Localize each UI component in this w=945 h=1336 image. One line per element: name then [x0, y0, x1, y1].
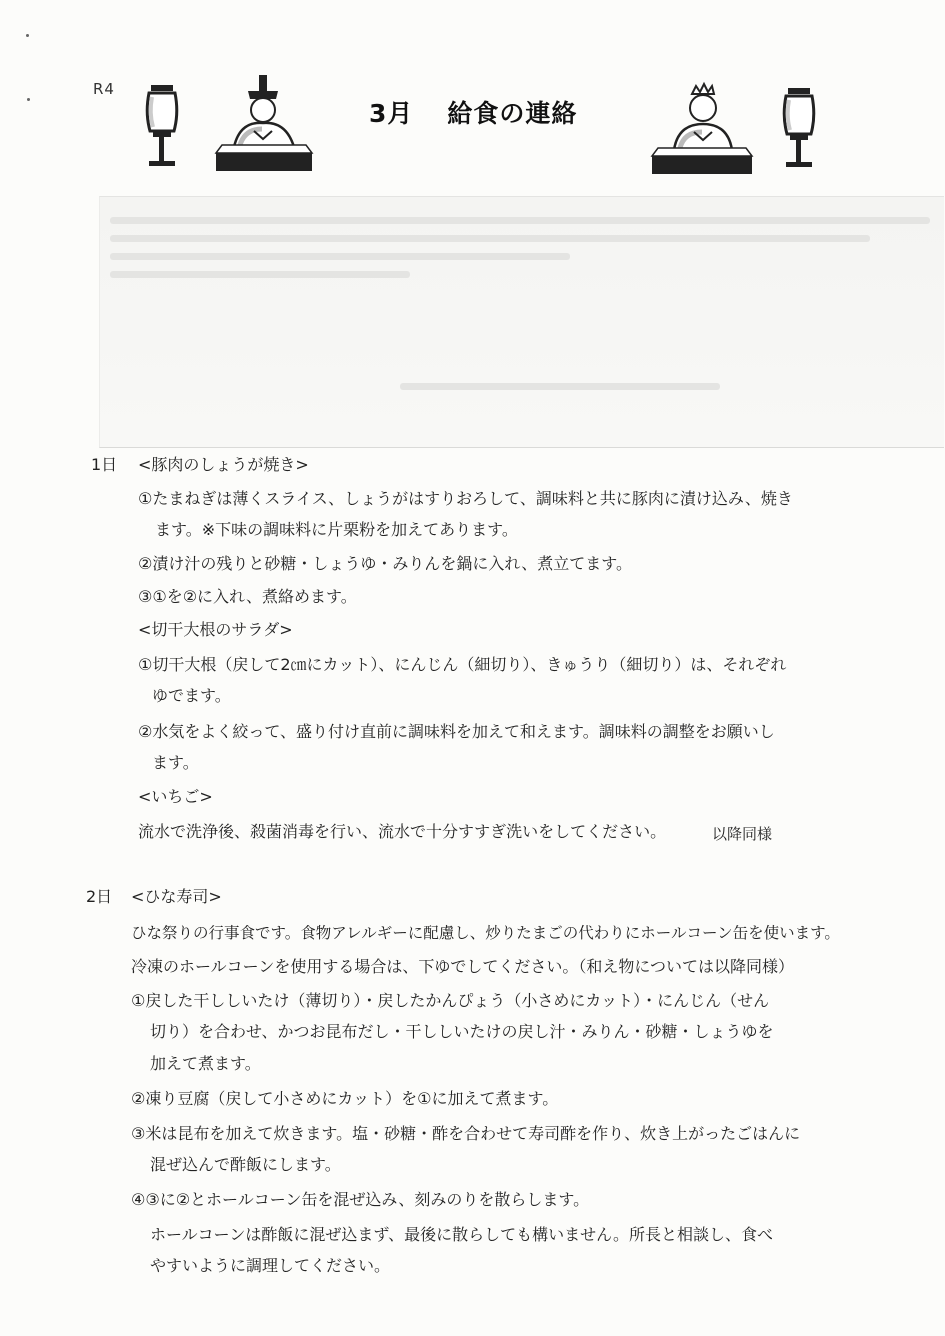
instruction-line: 切り）を合わせ、かつお昆布だし・干ししいたけの戻し汁・みりん・砂糖・しょうゆを [150, 1022, 774, 1041]
instruction-line: ①戻した干ししいたけ（薄切り）・戻したかんぴょう（小さめにカット）・にんじん（せん [131, 991, 770, 1010]
note-text: 以降同様 [712, 825, 773, 843]
title-text: 給食の連絡 [447, 99, 578, 128]
instruction-line: ③①を②に入れ、煮絡めます。 [138, 587, 357, 606]
instruction-line: ます。※下味の調味料に片栗粉を加えてあります。 [155, 520, 518, 539]
intro-line: ひな祭りの行事食です。食物アレルギーに配慮し、炒りたまごの代わりにホールコーン缶を使います。 [131, 924, 840, 942]
instruction-line: ②水気をよく絞って、盛り付け直前に調味料を加えて和えます。調味料の調整をお願いし [138, 722, 775, 741]
dish-heading: <切干大根のサラダ> [138, 620, 293, 639]
instruction-line: ②凍り豆腐（戻して小さめにカット）を①に加えて煮ます。 [131, 1089, 559, 1108]
title-month: 3月 [369, 99, 414, 128]
instruction-line: ます。 [152, 753, 199, 772]
intro-line: 冷凍のホールコーンを使用する場合は、下ゆでしてください。（和え物については以降同様） [131, 957, 795, 976]
instruction-line: 加えて煮ます。 [150, 1054, 261, 1073]
day-label: 1日 [91, 455, 118, 474]
instruction-line: ①たまねぎは薄くスライス、しょうがはすりおろして、調味料と共に豚肉に漬け込み、焼き [138, 489, 793, 508]
female-doll-icon [648, 80, 758, 180]
instruction-line: ①切干大根（戻して2㎝にカット）、にんじん（細切り）、きゅうり（細切り）は、それぞれ [138, 655, 787, 674]
dish-heading: <ひな寿司> [131, 887, 222, 906]
lantern-right-icon [780, 86, 820, 174]
day-label: 2日 [86, 887, 113, 906]
male-doll-icon [210, 73, 320, 175]
instruction-line: ホールコーンは酢飯に混ぜ込まず、最後に散らしても構いません。所長と相談し、食べ [150, 1225, 774, 1244]
year-tag: R4 [93, 80, 115, 98]
instruction-line: ②漬け汁の残りと砂糖・しょうゆ・みりんを鍋に入れ、煮立てます。 [138, 554, 633, 573]
dish-heading: <いちご> [138, 787, 213, 806]
scan-speck [27, 98, 30, 101]
instruction-line: 流水で洗浄後、殺菌消毒を行い、流水で十分すすぎ洗いをしてください。 [138, 822, 667, 841]
scan-speck [26, 34, 29, 37]
instruction-line: ゆでます。 [152, 686, 231, 705]
instruction-line: ③米は昆布を加えて炊きます。塩・砂糖・酢を合わせて寿司酢を作り、炊き上がったごはんに [131, 1124, 801, 1143]
instruction-line: ④③に②とホールコーン缶を混ぜ込み、刻みのりを散らします。 [131, 1190, 590, 1209]
lantern-left-icon [143, 83, 183, 173]
faded-bleed-through-area [99, 196, 944, 448]
page-title [369, 94, 577, 130]
instruction-line: 混ぜ込んで酢飯にします。 [150, 1155, 341, 1174]
instruction-line: やすいように調理してください。 [150, 1256, 391, 1275]
dish-heading: <豚肉のしょうが焼き> [138, 455, 309, 474]
